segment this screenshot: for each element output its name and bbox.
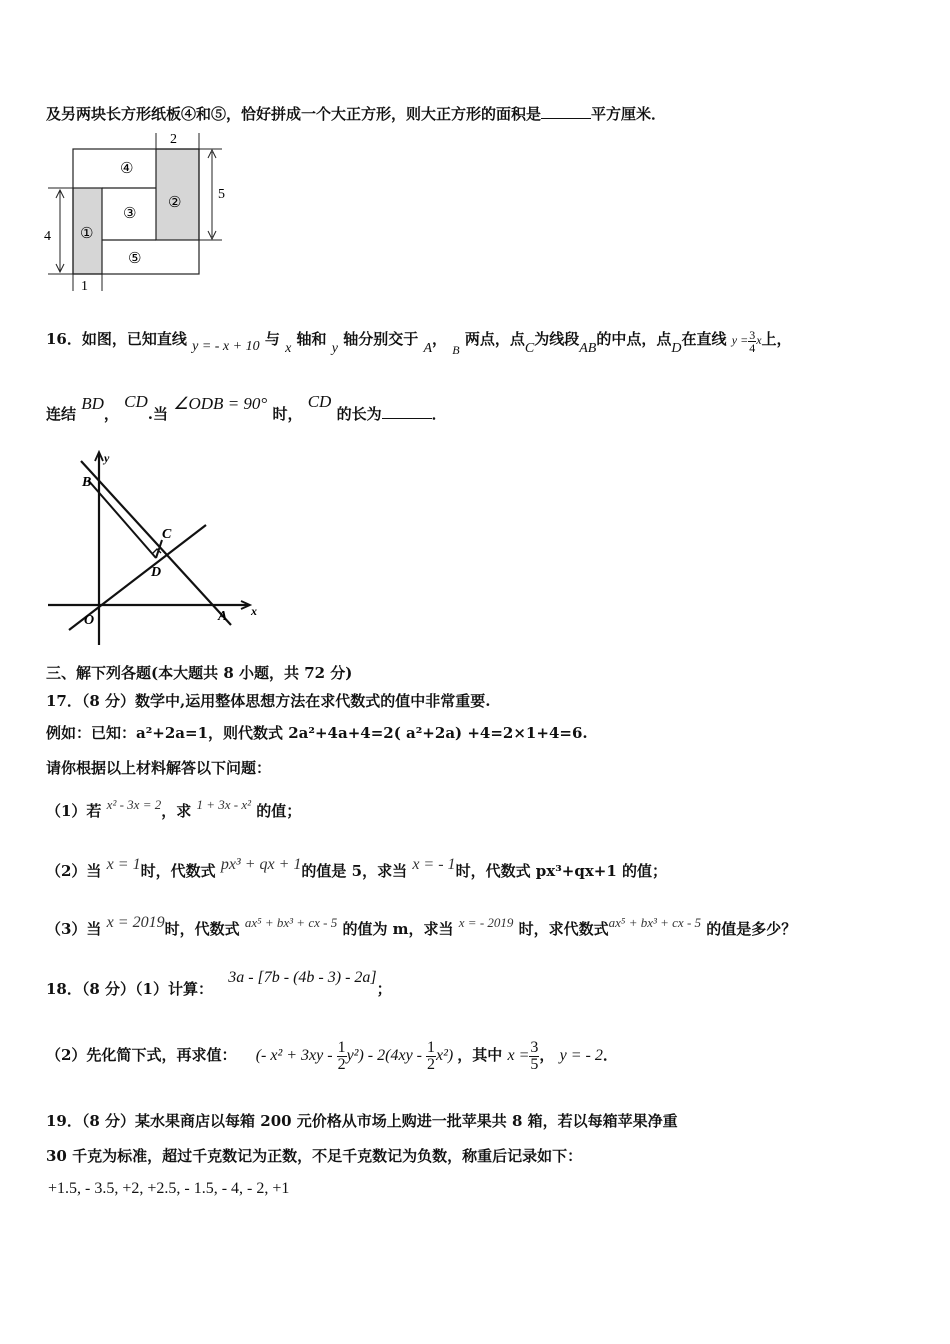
q17-part-2: （2）当 x = 1时，代数式 px³ + qx + 1的值是 5，求当 x = - 1时，代数式 px³+qx+1 的值；: [46, 856, 668, 880]
q17-ask: 请你根据以上材料解答以下问题：: [46, 759, 272, 777]
answer-blank: [382, 417, 432, 419]
label-d: D: [151, 565, 162, 580]
label-bottom-1: 1: [81, 279, 88, 293]
q18-part-1: 18．（8 分）（1）计算： 3a - [7b - (4b - 3) - 2a]；: [46, 969, 392, 998]
circled-4: ④: [120, 159, 134, 177]
figure-q16: [44, 450, 274, 650]
label-y: y: [104, 451, 110, 465]
label-a: A: [218, 609, 228, 624]
label-x: x: [251, 604, 257, 618]
q17-title: 17．（8 分）数学中,运用整体思想方法在求代数式的值中非常重要.: [46, 692, 491, 710]
circled-3: ③: [123, 204, 137, 222]
line-ab: [81, 461, 231, 625]
expr-calc: 3a - [7b - (4b - 3) - 2a]: [228, 969, 377, 986]
section-3-heading: 三、解下列各题(本大题共 8 小题，共 72 分): [46, 664, 353, 682]
circled-5: ⑤: [128, 249, 142, 267]
q17-part-1: （1）若 x² - 3x = 2，求 1 + 3x - x² 的值；: [46, 797, 302, 820]
q17-part-3: （3）当 x = 2019时，代数式 ax⁵ + bx³ + cx - 5 的值为 m，求当 x = - 2019 时，求代数式ax⁵ + bx³ + cx - 5 的值是多少？: [46, 914, 797, 938]
eq-line-1: y = - x + 10: [192, 339, 260, 354]
label-c: C: [162, 527, 172, 542]
eq-line-2: y = $\frac{3}{4}$ x: [731, 327, 762, 355]
q15-text: 及另两块长方形纸板④和⑤，恰好拼成一个大正方形，则大正方形的面积是 平方厘米．: [46, 105, 667, 123]
answer-blank: [541, 117, 591, 119]
label-right-5: 5: [218, 187, 225, 202]
q16-line-2: 连结 BD， CD.当 ∠ODB = 90° 时， CD 的长为 ．: [46, 392, 447, 423]
label-o: O: [84, 613, 95, 628]
angle-condition: ∠ODB = 90°: [173, 394, 268, 413]
circled-1: ①: [80, 224, 94, 242]
q18-part-2: （2）先化简下式，再求值： (- x² + 3xy - $\frac{1}{2}$ y²) - 2(4xy - $\frac{1}{2}$ x²) ，其中 x = $\frac{3}{5}$ ， y = - 2．: [46, 1039, 618, 1073]
q19-records: +1.5, - 3.5, +2, +2.5, - 1.5, - 4, - 2, +1: [48, 1180, 290, 1197]
circled-2: ②: [168, 193, 182, 211]
q19-line-1: 19．（8 分）某水果商店以每箱 200 元价格从市场上购进一批苹果共 8 箱，若以每箱苹果净重: [46, 1112, 678, 1130]
q19-line-2: 30 千克为标准，超过千克数记为正数，不足千克数记为负数，称重后记录如下：: [46, 1147, 583, 1165]
label-b: B: [82, 475, 92, 490]
expr-simplify: (- x² + 3xy - $\frac{1}{2}$ y²) - 2(4xy - $\frac{1}{2}$ x²): [255, 1039, 454, 1073]
q16-line-1: 16．如图，已知直线 y = - x + 10 与 x 轴和 y 轴分别交于 A， $_B$ 两点，点C为线段AB的中点，点D在直线 y = $\frac{3}{4}$ x上，: [46, 327, 792, 357]
label-left-4: 4: [44, 229, 51, 244]
label-top-2: 2: [170, 132, 177, 147]
figure-q15: [40, 128, 240, 293]
q17-example: 例如：已知：a²+2a=1，则代数式 2a²+4a+4=2( a²+2a) +4=2×1+4=6.: [46, 724, 588, 742]
